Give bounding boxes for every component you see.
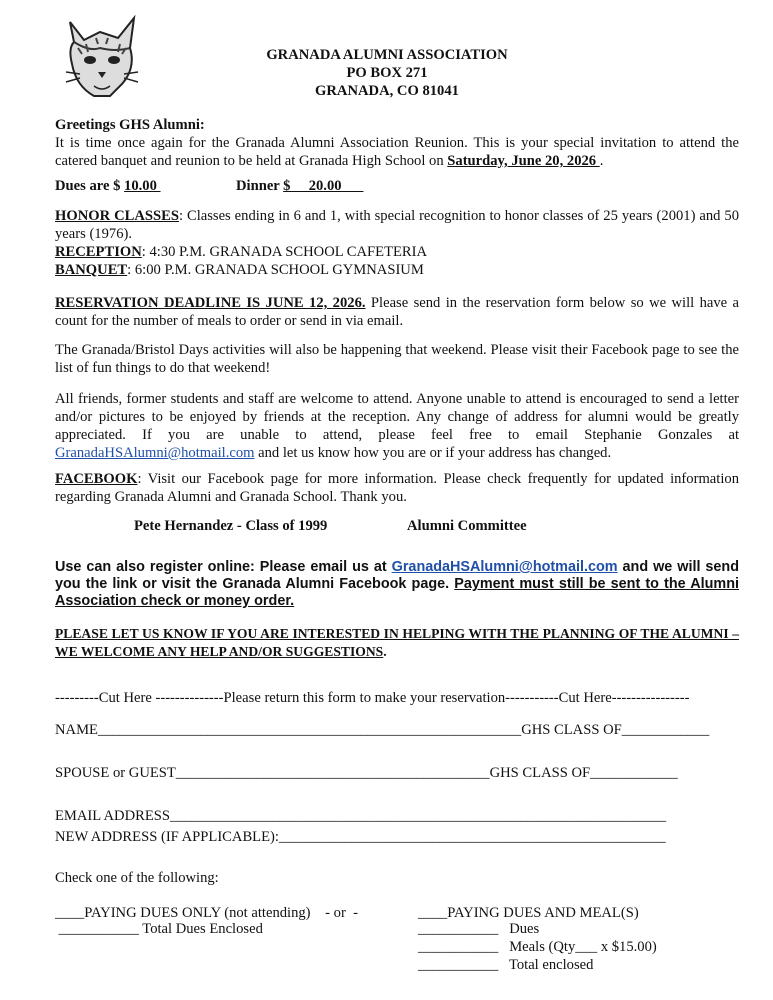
option2-dues[interactable]: ___________ Dues (418, 921, 540, 937)
banquet-label: BANQUET (55, 262, 128, 278)
signature-committee: Alumni Committee (407, 518, 527, 534)
org-name: GRANADA ALUMNI ASSOCIATION (266, 47, 508, 63)
address-field[interactable]: NEW ADDRESS (IF APPLICABLE):_____________________________________________________ (55, 829, 666, 845)
event-date: Saturday, June 20, 2026 (447, 153, 600, 169)
help-end: . (383, 644, 387, 659)
online-text: Use can also register online: Please email us at (55, 559, 392, 575)
signature-name: Pete Hernandez - Class of 1999 (134, 518, 328, 534)
online-email-link[interactable]: GranadaHSAlumni@hotmail.com (391, 559, 618, 575)
dues-label: Dues are $ (55, 178, 125, 194)
reception-text: : 4:30 P.M. GRANADA SCHOOL CAFETERIA (141, 244, 428, 260)
city: GRANADA, CO 81041 (315, 83, 459, 99)
greeting-title: Greetings GHS Alumni: (55, 117, 205, 133)
po-box: PO BOX 271 (346, 65, 428, 81)
greeting-end: . (599, 153, 604, 169)
payment-note: Payment must still be sent to the Alumni Association check or money order. (55, 576, 739, 609)
name-field[interactable]: NAME__________________________________________________________GHS CLASS OF____________ (55, 722, 710, 738)
help-text: PLEASE LET US KNOW IF YOU ARE INTERESTED IN HELPING WITH THE PLANNING OF THE ALUMNI – WE WELCOME ANY HELP AND/OR SUGGESTIONS (55, 626, 739, 659)
dues (55, 178, 161, 195)
online-registration (55, 559, 739, 610)
friends-end: and let us know how you are or if your address has changed. (254, 445, 612, 461)
greeting (55, 116, 739, 170)
help-request (55, 625, 739, 661)
email-link[interactable]: GranadaHSAlumni@hotmail.com (55, 445, 255, 461)
online-middle: and we will send you the link or visit the Granada Alumni Facebook page. (55, 559, 739, 592)
friends-paragraph (55, 390, 739, 462)
dinner-value: $ 20.00 (283, 178, 364, 194)
option-dues-and-meals[interactable]: ____PAYING DUES AND MEAL(S) (418, 905, 639, 921)
option2-meals[interactable]: ___________ Meals (Qty___ x $15.00) (418, 939, 657, 955)
option-dues-only[interactable]: ____PAYING DUES ONLY (not attending) - or - (55, 905, 358, 921)
deadline-label: RESERVATION DEADLINE IS JUNE 12, 2026. (55, 295, 366, 311)
wildcat-logo (60, 12, 142, 104)
facebook-text: : Visit our Facebook page for more information. Please check frequently for updated information regarding Granada Alumni and Granada School. Thank you. (55, 471, 739, 505)
honor-classes (55, 207, 739, 279)
bristol-days: The Granada/Bristol Days activities will also be happening that weekend. Please visit their Facebook page to see the list of fun things to do that weekend! (55, 342, 739, 376)
friends-text: All friends, former students and staff are welcome to attend. Anyone unable to attend is encouraged to send a letter and/or pictures to be enjoyed by friends at the reception. Any change of address for alumni would be greatly appreciated. If you are unable to attend, please feel free to email Stephanie Gonzales at (55, 391, 739, 443)
reception-label: RECEPTION (55, 244, 142, 260)
dues-value: 10.00 (124, 178, 161, 194)
cut-line: ---------Cut Here --------------Please return this form to make your reservation-----------Cut Here---------------- (55, 690, 690, 706)
deadline (55, 294, 739, 330)
honor-label: HONOR CLASSES (55, 208, 179, 224)
dinner (236, 178, 363, 195)
dinner-label: Dinner (236, 178, 284, 194)
deadline-text: Please send in the reservation form below so we will have a count for the number of meals to order or send in via email. (55, 295, 739, 329)
check-instructions: Check one of the following: (55, 870, 219, 886)
spouse-field[interactable]: SPOUSE or GUEST___________________________________________GHS CLASS OF____________ (55, 765, 678, 781)
greeting-text: It is time once again for the Granada Alumni Association Reunion. This is your special invitation to attend the catered banquet and reunion to be held at Granada High School on (55, 135, 739, 169)
facebook-label: FACEBOOK (55, 471, 138, 487)
honor-text: : Classes ending in 6 and 1, with special recognition to honor classes of 25 years (2001) and 50 years (1976). (55, 208, 739, 242)
facebook-paragraph (55, 470, 739, 506)
banquet-text: : 6:00 P.M. GRANADA SCHOOL GYMNASIUM (127, 262, 424, 278)
email-field[interactable]: EMAIL ADDRESS____________________________________________________________________ (55, 808, 667, 824)
option2-total[interactable]: ___________ Total enclosed (418, 957, 594, 973)
option-dues-total[interactable]: ___________ Total Dues Enclosed (55, 921, 263, 937)
